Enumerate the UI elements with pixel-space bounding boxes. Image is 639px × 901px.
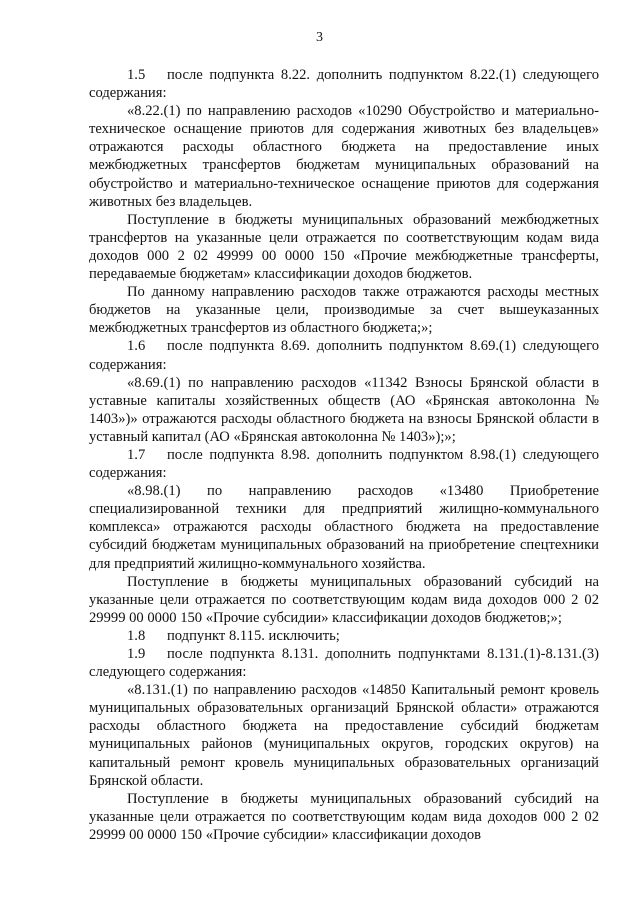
item-text: подпункт 8.115. исключить; bbox=[167, 627, 340, 644]
item-1-9 bbox=[89, 645, 599, 681]
paragraph: «8.69.(1) по направлению расходов «11342 Взносы Брянской области в уставные капиталы хозяйственных обществ (АО «Брянская автоколонна № 1403»)» отражаются расходы областного бюджета на взносы Брянской области в уставный капитал (АО «Брянская автоколонна № 1403»);»; bbox=[89, 374, 599, 445]
paragraph: Поступление в бюджеты муниципальных образований межбюджетных трансфертов на указанные цели отражается по соответствующим кодам вида доходов 000 2 02 49999 00 0000 150 «Прочие межбюджетные трансферты, передаваемые бюджетам» классификации доходов бюджетов. bbox=[89, 211, 599, 283]
paragraph: «8.131.(1) по направлению расходов «14850 Капитальный ремонт кровель муниципальных образовательных организаций Брянской области» отражаются расходы областного бюджета на предоставление субсидий бюджетам муниципальных районов (муниципальных округов, городских округов) на капитальный ремонт кровель муниципальных образовательных организаций Брянской области. bbox=[89, 682, 599, 789]
document-body bbox=[89, 66, 599, 844]
page-number: 3 bbox=[316, 30, 323, 45]
paragraph: По данному направлению расходов также отражаются расходы местных бюджетов на указанные цели, производимые за счет вышеуказанных межбюджетных трансфертов из областного бюджета;»; bbox=[89, 284, 599, 337]
item-1-6 bbox=[89, 337, 599, 373]
item-text: после подпункта 8.98. дополнить подпунктом 8.98.(1) следующего содержания: bbox=[89, 446, 599, 482]
paragraph: Поступление в бюджеты муниципальных образований субсидий на указанные цели отражается по соответствующим кодам вида доходов 000 2 02 29999 00 0000 150 «Прочие субсидии» классификации доходов bbox=[89, 790, 599, 843]
item-number: 1.5 bbox=[127, 67, 146, 83]
item-1-5 bbox=[89, 66, 599, 102]
item-1-8 bbox=[89, 627, 599, 645]
paragraph: «8.22.(1) по направлению расходов «10290 Обустройство и материально-техническое оснащение приютов для содержания животных без владельцев» отражаются расходы областного бюджета на предоставление иных межбюджетных трансфертов бюджетам муниципальных образований на обустройство и материально-техническое оснащение приютов для содержания животных без владельцев. bbox=[89, 103, 599, 210]
item-number: 1.6 bbox=[127, 338, 146, 355]
item-number: 1.8 bbox=[127, 627, 146, 644]
item-number: 1.9 bbox=[127, 646, 146, 662]
item-1-7 bbox=[89, 446, 599, 482]
item-number: 1.7 bbox=[127, 446, 146, 463]
item-text: после подпункта 8.69. дополнить подпунктом 8.69.(1) следующего содержания: bbox=[89, 338, 599, 373]
paragraph: «8.98.(1) по направлению расходов «13480 Приобретение специализированной техники для предприятий жилищно-коммунального комплекса» отражаются расходы областного бюджета на предоставление субсидий бюджетам муниципальных образований на приобретение спецтехники для предприятий жилищно-коммунального хозяйства. bbox=[89, 483, 599, 572]
item-text: после подпункта 8.22. дополнить подпунктом 8.22.(1) следующего содержания: bbox=[89, 67, 599, 102]
paragraph: Поступление в бюджеты муниципальных образований субсидий на указанные цели отражается по соответствующим кодам вида доходов 000 2 02 29999 00 0000 150 «Прочие субсидии» классификации доходов бюджетов;»; bbox=[89, 573, 599, 626]
item-text: после подпункта 8.131. дополнить подпунктами 8.131.(1)-8.131.(3) следующего содержания: bbox=[89, 646, 599, 681]
